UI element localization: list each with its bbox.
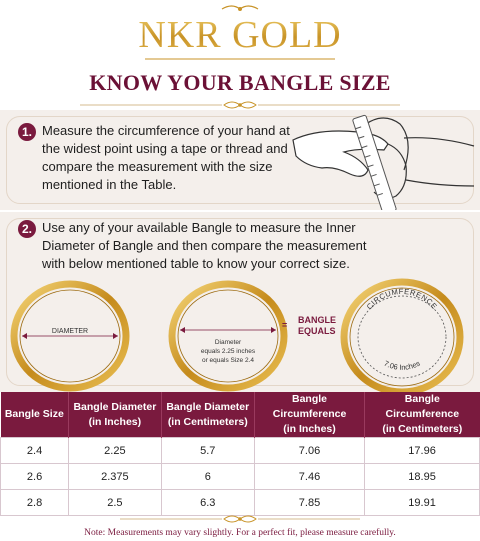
circumference-value: 7.06 Inches <box>382 358 422 372</box>
table-row <box>1 438 480 464</box>
diameter-note-line-1: Diameter <box>214 339 242 346</box>
header-diameter-inches: Bangle Diameter (in Inches) <box>69 392 162 438</box>
bangle-diameter-size-icon <box>168 280 288 392</box>
table-cell: 7.46 <box>254 464 364 490</box>
header-bangle-size: Bangle Size <box>1 392 69 438</box>
header-circumference-cm: Bangle Circumference (in Centimeters) <box>365 392 480 438</box>
bangle-size-table <box>0 392 480 516</box>
step-2-text: Use any of your available Bangle to measure the Inner Diameter of Bangle and then compare the measurement with below mentioned table to know your correct size. <box>42 220 367 271</box>
table-cell: 6.3 <box>161 490 254 516</box>
table-cell: 19.91 <box>365 490 480 516</box>
brand-logo: NKR GOLD <box>0 13 480 57</box>
table-cell: 17.96 <box>365 438 480 464</box>
diameter-note-line-2: equals 2.25 inches <box>200 348 256 355</box>
footer-note: Note: Measurements may vary slightly. For a perfect fit, please measure carefully. <box>84 528 396 538</box>
bangle-circumference-icon <box>340 278 464 396</box>
table-cell: 6 <box>161 464 254 490</box>
header-circumference-inches: Bangle Circumference (in Inches) <box>254 392 364 438</box>
hand-measuring-tape-icon <box>288 110 478 210</box>
table-row <box>1 464 480 490</box>
table-cell: 7.85 <box>254 490 364 516</box>
step-1-text: Measure the circumference of your hand at the widest point using a tape or thread and compare the measurement with the size mentioned in the Table. <box>42 123 290 192</box>
header-diameter-cm: Bangle Diameter (in Centimeters) <box>161 392 254 438</box>
table-cell: 7.06 <box>254 438 364 464</box>
step-number: 2. <box>18 220 36 238</box>
svg-text:7.06 Inches <box>382 359 421 372</box>
table-cell: 2.5 <box>69 490 162 516</box>
bangle-equals-line-2: EQUALS <box>298 326 336 336</box>
table-header-row <box>1 392 480 438</box>
circumference-label: CIRCUMFERENCE <box>364 286 440 312</box>
diameter-label: DIAMETER <box>51 328 89 335</box>
footer-ornament-icon <box>0 512 480 526</box>
step-1-card <box>0 110 480 210</box>
table-cell: 2.25 <box>69 438 162 464</box>
page-title: KNOW YOUR BANGLE SIZE <box>89 70 391 95</box>
bangle-equals-label <box>298 315 336 337</box>
table-cell: 2.6 <box>1 464 69 490</box>
diameter-note-line-3: or equals Size 2.4 <box>201 357 255 364</box>
table-cell: 2.375 <box>69 464 162 490</box>
bangle-equals-line-1: BANGLE <box>298 315 336 325</box>
equals-sign: = <box>282 320 288 330</box>
bangle-diameter-icon <box>10 280 130 392</box>
brand-underline-icon <box>0 55 480 63</box>
table-cell: 5.7 <box>161 438 254 464</box>
table-cell: 2.8 <box>1 490 69 516</box>
step-number: 1. <box>18 123 36 141</box>
table-cell: 2.4 <box>1 438 69 464</box>
step-2-card <box>0 212 480 392</box>
table-cell: 18.95 <box>365 464 480 490</box>
